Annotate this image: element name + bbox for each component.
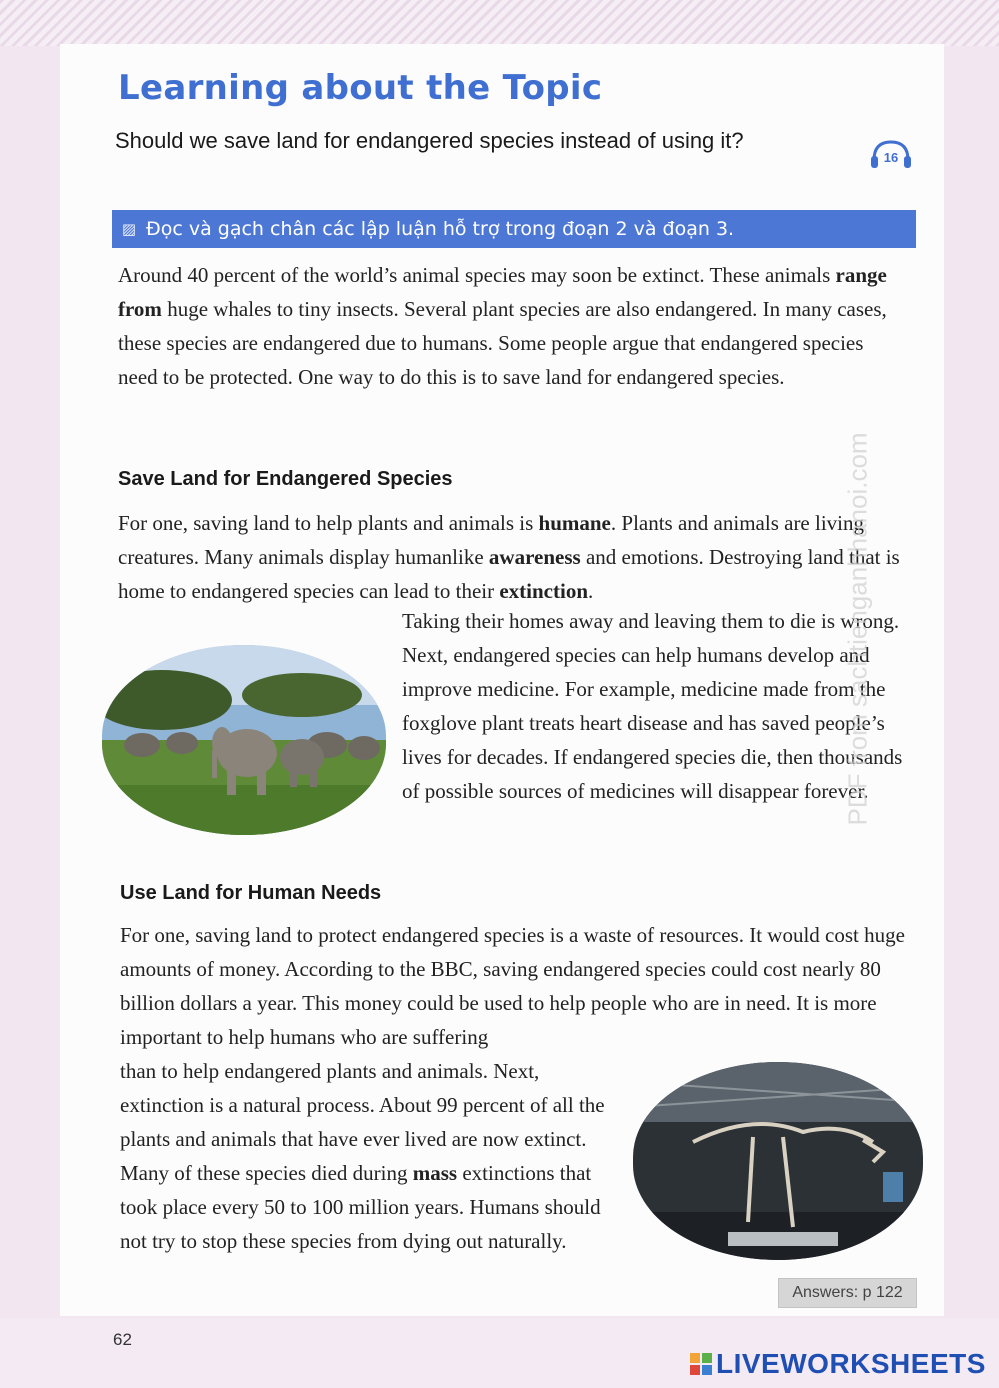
dinosaur-museum-photo	[633, 1062, 923, 1260]
pencil-icon: ▨	[121, 220, 137, 238]
instruction-text: Đọc và gạch chân các lập luận hỗ trợ trong đoạn 2 và đoạn 3.	[146, 218, 735, 240]
vocab-mass: mass	[412, 1161, 458, 1185]
use-paragraph-1: For one, saving land to protect endangered species is a waste of resources. It would cost huge amounts of money. According to the BBC, saving endangered species could cost nearly 80 billion dollars a year. This money could be used to help people who are in need. It is more important to help humans who are suffering	[120, 923, 905, 1049]
intro-paragraph: Around 40 percent of the world’s animal species may soon be extinct. These animals range from huge whales to tiny insects. Several plant species are also endangered. In many cases, these species are endangered due to humans. Some people argue that endangered species need to be protected. One way to do this is to save land for endangered species.	[118, 263, 887, 389]
instruction-banner	[112, 210, 916, 248]
answers-reference: Answers: p 122	[778, 1278, 917, 1308]
audio-track-number: 16	[883, 150, 899, 165]
watermark-text: PDF from sachtienganhhanoi.com	[842, 432, 873, 826]
heading-use-land: Use Land for Human Needs	[120, 882, 382, 904]
save-paragraph-2: Taking their homes away and leaving them to die is wrong. Next, endangered species can help humans develop and improve medicine. For example, medicine made from the foxglove plant treats heart disease and has saved people’s lives for decades. If endangered species die, then thousands of possible sources of medicines will disappear forever.	[402, 609, 903, 803]
heading-save-land: Save Land for Endangered Species	[118, 468, 453, 490]
page-number: 62	[113, 1330, 132, 1349]
vocab-extinction: extinction	[499, 579, 588, 603]
use-paragraph-2: than to help endangered plants and animals. Next, extinction is a natural process. About 99 percent of all the plants and animals that have ever lived are now extinct. Many of these species died during mass extinctions that took place every 50 to 100 million years. Humans should not try to stop these species from dying out naturally.	[120, 1059, 605, 1253]
headphones-icon[interactable]	[868, 138, 914, 172]
page-title: Learning about the Topic	[118, 68, 603, 108]
topic-question: Should we save land for endangered species instead of using it?	[115, 128, 744, 153]
top-stripe	[0, 0, 999, 46]
vocab-humane: humane	[538, 511, 611, 535]
save-paragraph-1: For one, saving land to help plants and animals is humane. Plants and animals are living creatures. Many animals display humanlike awareness and emotions. Destroying land that is home to endangered species can lead to their extinction.	[118, 511, 900, 603]
elephants-photo	[102, 645, 386, 835]
brand-text: LIVEWORKSHEETS	[716, 1348, 986, 1379]
vocab-awareness: awareness	[488, 545, 581, 569]
vocab-range-from: range from	[118, 263, 887, 321]
liveworksheets-logo[interactable]	[690, 1346, 986, 1382]
liveworksheets-logo-icon	[690, 1353, 712, 1375]
